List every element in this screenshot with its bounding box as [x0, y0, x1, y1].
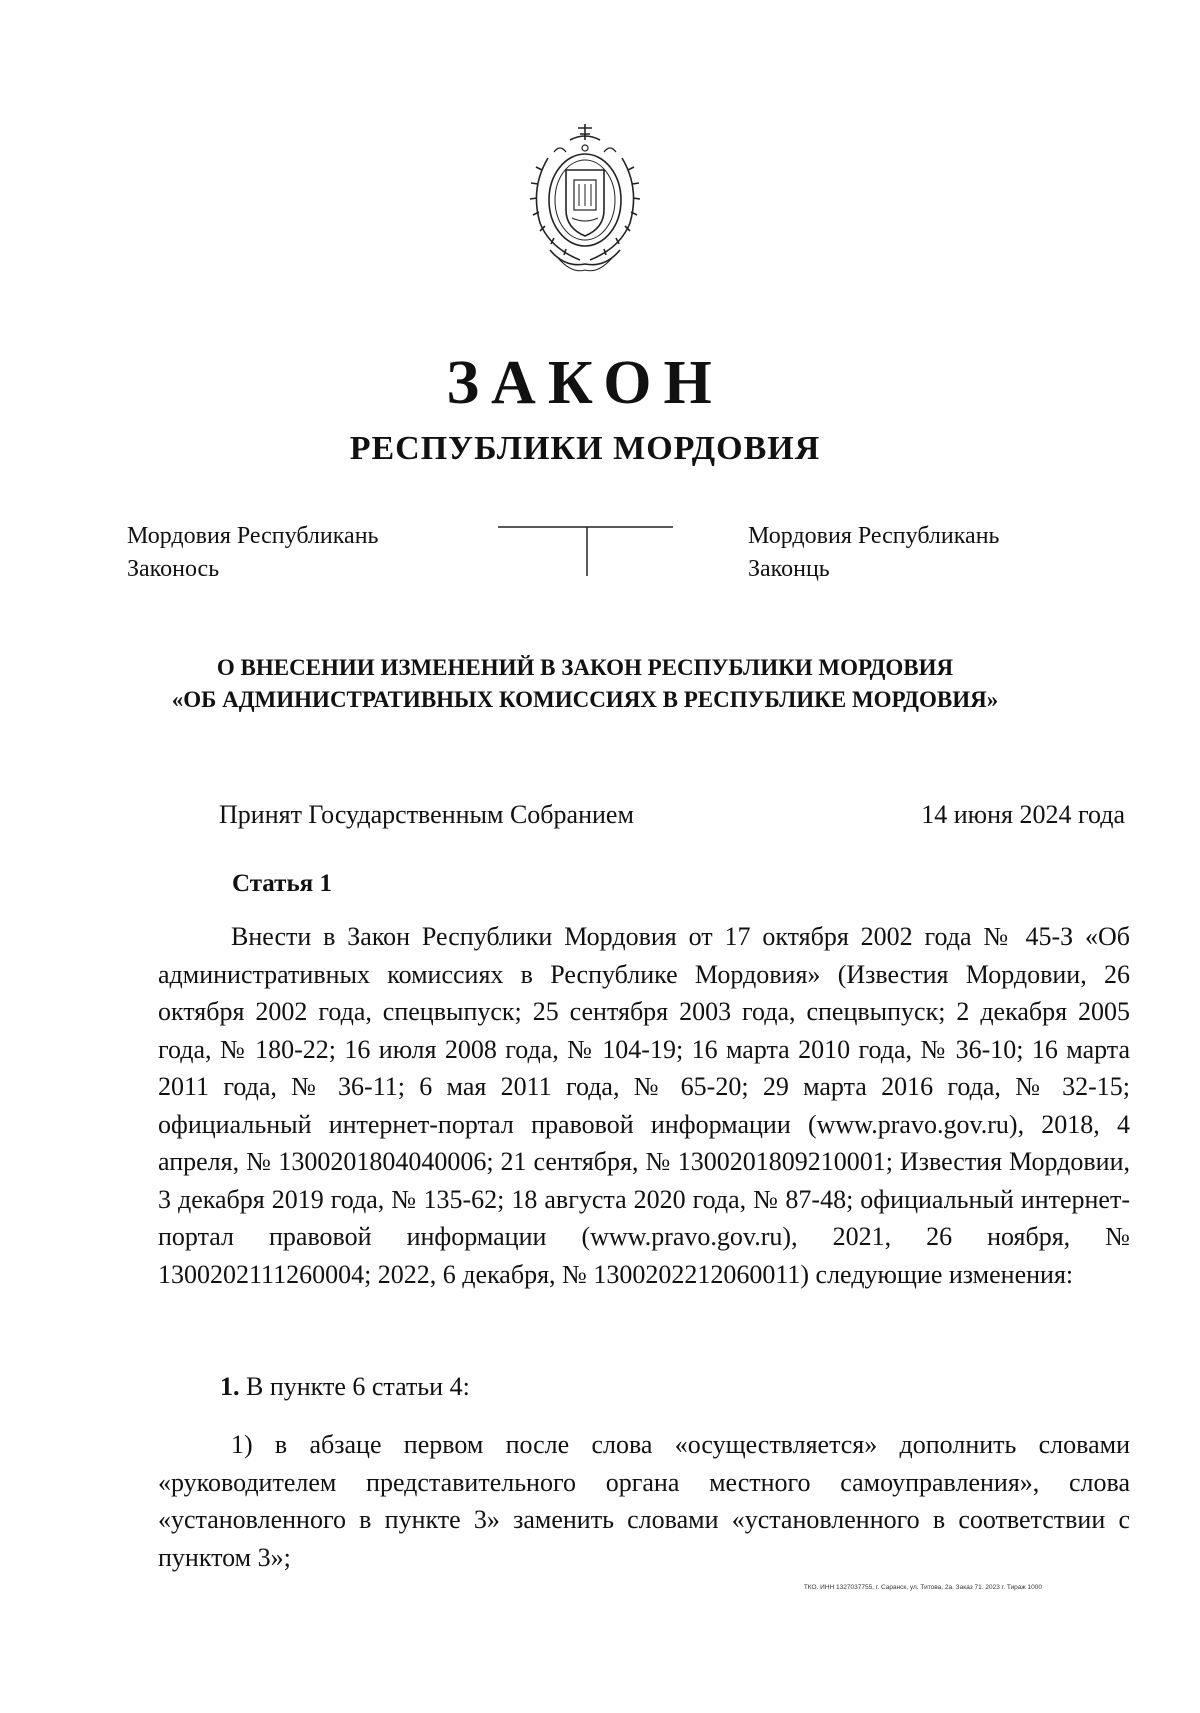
erzya-title-line1: Мордовия Республикань	[748, 523, 1000, 549]
document-title: ЗАКОН	[446, 349, 724, 417]
law-title	[0, 652, 1170, 716]
erzya-title-line2: Законць	[748, 556, 830, 582]
adopted-by: Принят Государственным Собранием	[219, 800, 634, 829]
law-title-line2: «ОБ АДМИНИСТРАТИВНЫХ КОМИССИЯХ В РЕСПУБЛИКЕ МОРДОВИЯ»	[171, 687, 999, 712]
point-1-text: В пункте 6 статьи 4:	[246, 1372, 470, 1401]
point-1	[220, 1368, 470, 1406]
erzya-title-block	[748, 520, 999, 586]
moksha-title-line2: Законось	[127, 556, 220, 582]
document-subtitle: РЕСПУБЛИКИ МОРДОВИЯ	[349, 430, 821, 467]
coat-of-arms-icon	[510, 118, 660, 278]
point-1-number: 1.	[220, 1372, 240, 1401]
printer-imprint: ТКО. ИНН 1327037755, г. Саранск, ул. Титова, 2а. Заказ 71. 2023 г. Тираж 1000	[803, 1584, 1042, 1591]
article-intro-paragraph: Внести в Закон Республики Мордовия от 17 октября 2002 года № 45-З «Об административных комиссиях в Республике Мордовия» (Известия Мордовии, 26 октября 2002 года, спецвыпуск; 25 сентября 2003 года, спецвыпуск; 2 декабря 2005 года, № 180-22; 16 июля 2008 года, № 104-19; 16 марта 2010 года, № 36-10; 16 марта 2011 года, № 36-11; 6 мая 2011 года, № 65-20; 29 марта 2016 года, № 32-15; официальный интернет-портал правовой информации (www.pravo.gov.ru), 2018, 4 апреля, № 1300201804040006; 21 сентября, № 1300201809210001; Известия Мордовии, 3 декабря 2019 года, № 135-62; 18 августа 2020 года, № 87-48; официальный интернет-портал правовой информации (www.pravo.gov.ru), 2021, 26 ноября, № 1300202111260004; 2022, 6 декабря, № 1300202212060011) следующие изменения:	[158, 922, 1130, 1289]
moksha-title-block	[127, 520, 378, 586]
adoption-date: 14 июня 2024 года	[921, 800, 1125, 829]
law-title-line1: О ВНЕСЕНИИ ИЗМЕНЕНИЙ В ЗАКОН РЕСПУБЛИКИ МОРДОВИЯ	[216, 655, 954, 680]
header-divider	[498, 526, 673, 576]
subpoint-1-paragraph: 1) в абзаце первом после слова «осуществляется» дополнить словами «руководителем представительного органа местного самоуправления», слова «установленного в пункте 3» заменить словами «установленного в соответствии с пунктом 3»;	[158, 1430, 1130, 1572]
article-heading: Статья 1	[232, 870, 332, 897]
moksha-title-line1: Мордовия Республикань	[127, 523, 379, 549]
